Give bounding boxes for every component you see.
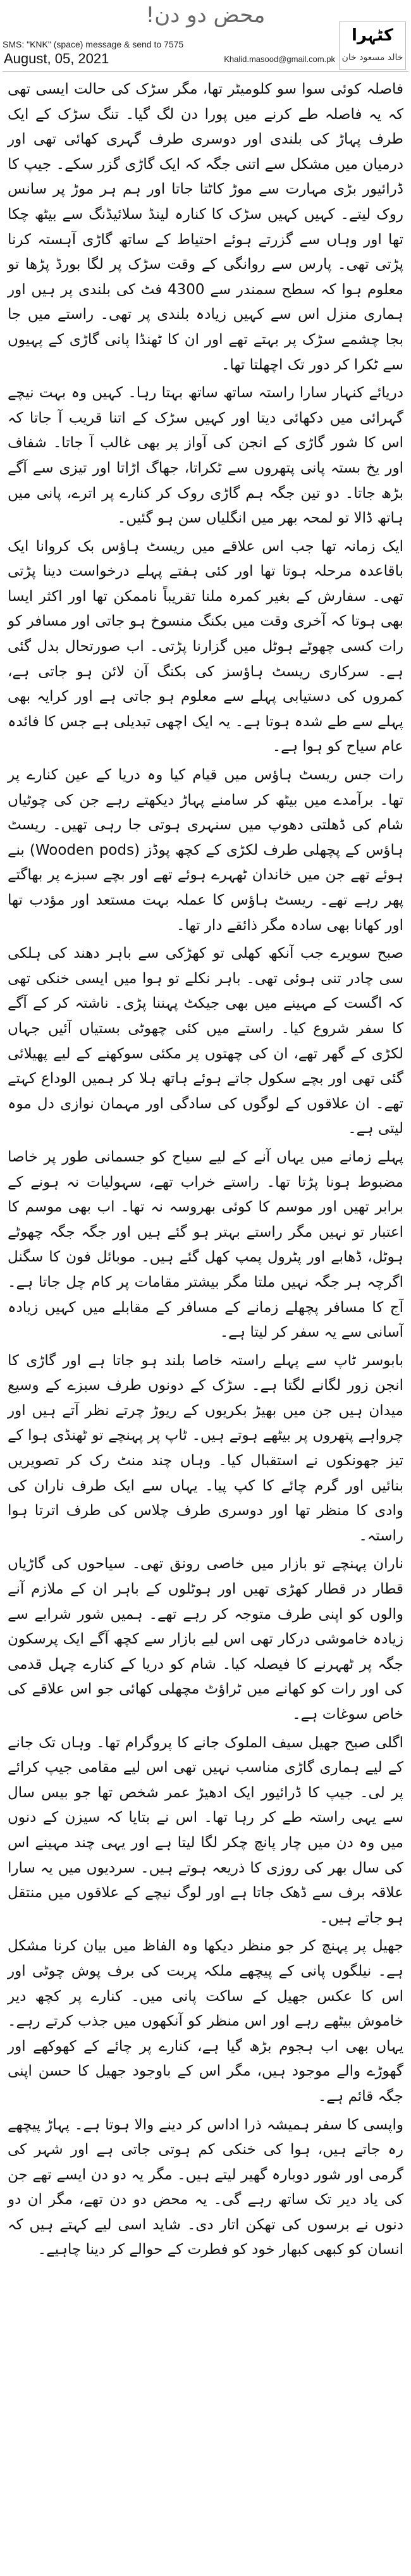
paragraph: فاصلہ کوئی سوا سو کلومیٹر تھا، مگر سڑک کی حالت ایسی تھی کہ یہ فاصلہ طے کرنے میں پورا دن لگ گیا۔ تنگ سڑک کے ایک طرف پہاڑ کی بلندی اور دوسری طرف گہری کھائی تھی اور درمیان میں مشکل سے اتنی جگہ کہ ایک گاڑی گزر سکے۔ جیپ کا ڈرائیور بڑی مہارت سے موڑ کاٹتا جاتا اور ہم ہر موڑ پر سانس روک لیتے۔ کہیں کہیں سڑک کا کنارہ لینڈ سلائیڈنگ سے بیٹھ چکا تھا اور وہاں سے گزرتے ہوئے احتیاط کے ساتھ گاڑی آہستہ کرنا پڑتی تھی۔ پارس سے روانگی کے وقت سڑک پر لگا بورڈ پڑھا تو معلوم ہوا کہ سطح سمندر سے 4300 فٹ کی بلندی پر ہیں اور ہماری منزل اس سے کہیں زیادہ بلندی پر تھی۔ راستے میں جا بجا چشمے سڑک پر بہتے تھے اور ان کا ٹھنڈا پانی گاڑی کے پہیوں سے ٹکرا کر دور تک اچھلتا تھا۔ [8, 81, 403, 373]
column-header [0, 0, 411, 73]
paragraph: بابوسر ٹاپ سے پہلے راستہ خاصا بلند ہو جاتا ہے اور گاڑی کا انجن زور لگانے لگتا ہے۔ سڑک کے دونوں طرف سبزے کے وسیع میدان ہیں جن میں بھیڑ بکریوں کے ریوڑ چرتے نظر آتے ہیں اور چرواہے پتھروں پر بیٹھے ہوتے ہیں۔ ٹاپ پر پہنچے تو ٹھنڈی ہوا کے تیز جھونکوں نے استقبال کیا۔ وہاں چند منٹ رک کر تصویریں بنائیں اور گرم چائے کا کپ پیا۔ یہاں سے ایک طرف ناران کی وادی کا منظر تھا اور دوسری طرف چلاس کی طرف اترتا ہوا راستہ۔ [8, 1352, 403, 1544]
paragraph: اگلی صبح جھیل سیف الملوک جانے کا پروگرام تھا۔ وہاں تک جانے کے لیے ہماری گاڑی مناسب نہیں تھی اس لیے مقامی جیپ کرائے پر لی۔ جیپ کا ڈرائیور ایک ادھیڑ عمر شخص تھا جو بیس سال سے یہی راستہ طے کر رہا تھا۔ اس نے بتایا کہ سیزن کے دنوں میں وہ دن میں چار پانچ چکر لگا لیتا ہے اور یہی چند مہینے اس کی سال بھر کی روزی کا ذریعہ ہوتے ہیں۔ سردیوں میں یہ سارا علاقہ برف سے ڈھک جاتا ہے اور لوگ نیچے کے علاقوں میں منتقل ہو جاتے ہیں۔ [8, 1734, 403, 1926]
logo-author: خالد مسعود خان [341, 53, 403, 63]
paragraph: رات جس ریسٹ ہاؤس میں قیام کیا وہ دریا کے عین کنارے پر تھا۔ برآمدے میں بیٹھ کر سامنے پہاڑ دیکھتے رہے جن کی چوٹیاں شام کی ڈھلتی دھوپ میں سنہری ہوتی جا رہی تھیں۔ ریسٹ ہاؤس کے پچھلی طرف لکڑی کے کچھ پوڈز (Wooden pods) بنے ہوئے تھے جن میں خاندان ٹھہرے ہوئے تھے اور بچے سبزے پر بھاگتے پھر رہے تھے۔ ریسٹ ہاؤس کا عملہ بہت مستعد اور مؤدب تھا اور کھانا بھی سادہ مگر ذائقے دار تھا۔ [8, 767, 403, 934]
sms-line: SMS: "KNK" (space) message & send to 7575 [3, 39, 184, 49]
article-body [8, 77, 403, 2570]
paragraph: پہلے زمانے میں یہاں آنے کے لیے سیاح کو جسمانی طور پر خاصا مضبوط ہونا پڑتا تھا۔ راستے خراب تھے، سہولیات نہ ہونے کے برابر تھیں اور موسم کا کوئی بھروسہ نہ تھا۔ اب بھی موسم کا اعتبار تو نہیں مگر راستے بہتر ہو گئے ہیں اور جگہ جگہ چھوٹے ہوٹل، ڈھابے اور پٹرول پمپ کھل گئے ہیں۔ موبائل فون کا سگنل اگرچہ ہر جگہ نہیں ملتا مگر بیشتر مقامات پر کام چل جاتا ہے۔ آج کا مسافر پچھلے زمانے کے مسافر کے مقابلے میں کہیں زیادہ آسانی سے یہ سفر کر لیتا ہے۔ [8, 1148, 403, 1341]
paragraph: ایک زمانہ تھا جب اس علاقے میں ریسٹ ہاؤس بک کروانا ایک باقاعدہ مرحلہ ہوتا تھا اور کئی ہفتے پہلے درخواست دینا پڑتی تھی۔ سفارش کے بغیر کمرہ ملنا تقریباً ناممکن تھا اور اکثر ایسا بھی ہوتا کہ آخری وقت میں بکنگ منسوخ ہو جاتی اور مسافر کو رات کسی چھوٹے ہوٹل میں گزارنا پڑتی۔ اب صورتحال بدل گئی ہے۔ سرکاری ریسٹ ہاؤسز کی بکنگ آن لائن ہو جاتی ہے، کمروں کی دستیابی پہلے سے معلوم ہو جاتی ہے اور کرایہ بھی پہلے سے طے شدہ ہوتا ہے۔ یہ ایک اچھی تبدیلی ہے جس کا فائدہ عام سیاح کو ہوا ہے۔ [8, 538, 403, 755]
column-title: محض دو دن! [145, 3, 266, 28]
paragraph: جھیل پر پہنچ کر جو منظر دیکھا وہ الفاظ میں بیان کرنا مشکل ہے۔ نیلگوں پانی کے پیچھے ملکہ پربت کی برف پوش چوٹی اور اس کا عکس جھیل کے ساکت پانی میں۔ کنارے پر کچھ دیر خاموش بیٹھے رہے اور اس منظر کو آنکھوں میں جذب کرتے رہے۔ یہاں بھی اب ہجوم بڑھ گیا ہے، کنارے پر چائے کے کھوکھے اور گھوڑے والے موجود ہیں، مگر اس کے باوجود جھیل کا حسن اپنی جگہ قائم ہے۔ [8, 1938, 403, 2105]
author-email: Khalid.masood@gmail.com.pk [224, 54, 335, 64]
paragraph: ناران پہنچے تو بازار میں خاصی رونق تھی۔ سیاحوں کی گاڑیاں قطار در قطار کھڑی تھیں اور ہوٹلوں کے باہر ان کے ملازم آنے والوں کو اپنی طرف متوجہ کر رہے تھے۔ ہمیں شور شرابے سے زیادہ خاموشی درکار تھی اس لیے بازار سے کچھ آگے ایک پرسکون جگہ پر ٹھہرنے کا فیصلہ کیا۔ شام کو دریا کے کنارے چہل قدمی کی اور رات کو کھانے میں ٹراؤٹ مچھلی کھائی جو اس علاقے کی خاص سوغات ہے۔ [8, 1556, 403, 1723]
paragraph: صبح سویرے جب آنکھ کھلی تو کھڑکی سے باہر دھند کی ہلکی سی چادر تنی ہوئی تھی۔ باہر نکلے تو ہوا میں ایسی خنکی تھی کہ اگست کے مہینے میں بھی جیکٹ پہننا پڑی۔ ناشتہ کر کے آگے کا سفر شروع کیا۔ راستے میں کئی چھوٹی بستیاں آئیں جہاں لکڑی کے گھر تھے، ان کی چھتوں پر مکئی سوکھنے کے لیے پھیلائی گئی تھی اور بچے سکول جاتے ہوئے ہاتھ ہلا کر ہمیں الوداع کہتے تھے۔ ان علاقوں کے لوگوں کی سادگی اور مہمان نوازی دل موہ لیتی ہے۔ [8, 945, 403, 1137]
paragraph: واپسی کا سفر ہمیشہ ذرا اداس کر دینے والا ہوتا ہے۔ پہاڑ پیچھے رہ جاتے ہیں، ہوا کی خنکی کم ہوتی جاتی ہے اور شہر کی گرمی اور شور دوبارہ گھیر لیتے ہیں۔ مگر یہ دو دن ایسے تھے جن کی یاد دیر تک ساتھ رہے گی۔ یہ محض دو دن تھے، مگر ان دو دنوں نے برسوں کی تھکن اتار دی۔ شاید اسی لیے کہتے ہیں کہ انسان کو کبھی کبھار خود کو فطرت کے حوالے کر دینا چاہیے۔ [8, 2116, 403, 2258]
column-logo [339, 22, 406, 70]
paragraph: دریائے کنہار سارا راستہ ساتھ ساتھ بہتا رہا۔ کہیں وہ بہت نیچے گہرائی میں دکھائی دیتا اور کہیں سڑک کے اتنا قریب آ جاتا کہ اس کا شور گاڑی کے انجن کی آواز پر بھی غالب آ جاتا۔ شفاف اور یخ بستہ پانی پتھروں سے ٹکراتا، جھاگ اڑاتا اور تیزی سے آگے بڑھ جاتا۔ دو تین جگہ ہم گاڑی روک کر کنارے پر اترے، پانی میں ہاتھ ڈالا تو لمحہ بھر میں انگلیاں سن ہو گئیں۔ [8, 385, 403, 527]
publish-date: August, 05, 2021 [4, 51, 109, 66]
logo-brand: کٹہرا [351, 26, 394, 45]
